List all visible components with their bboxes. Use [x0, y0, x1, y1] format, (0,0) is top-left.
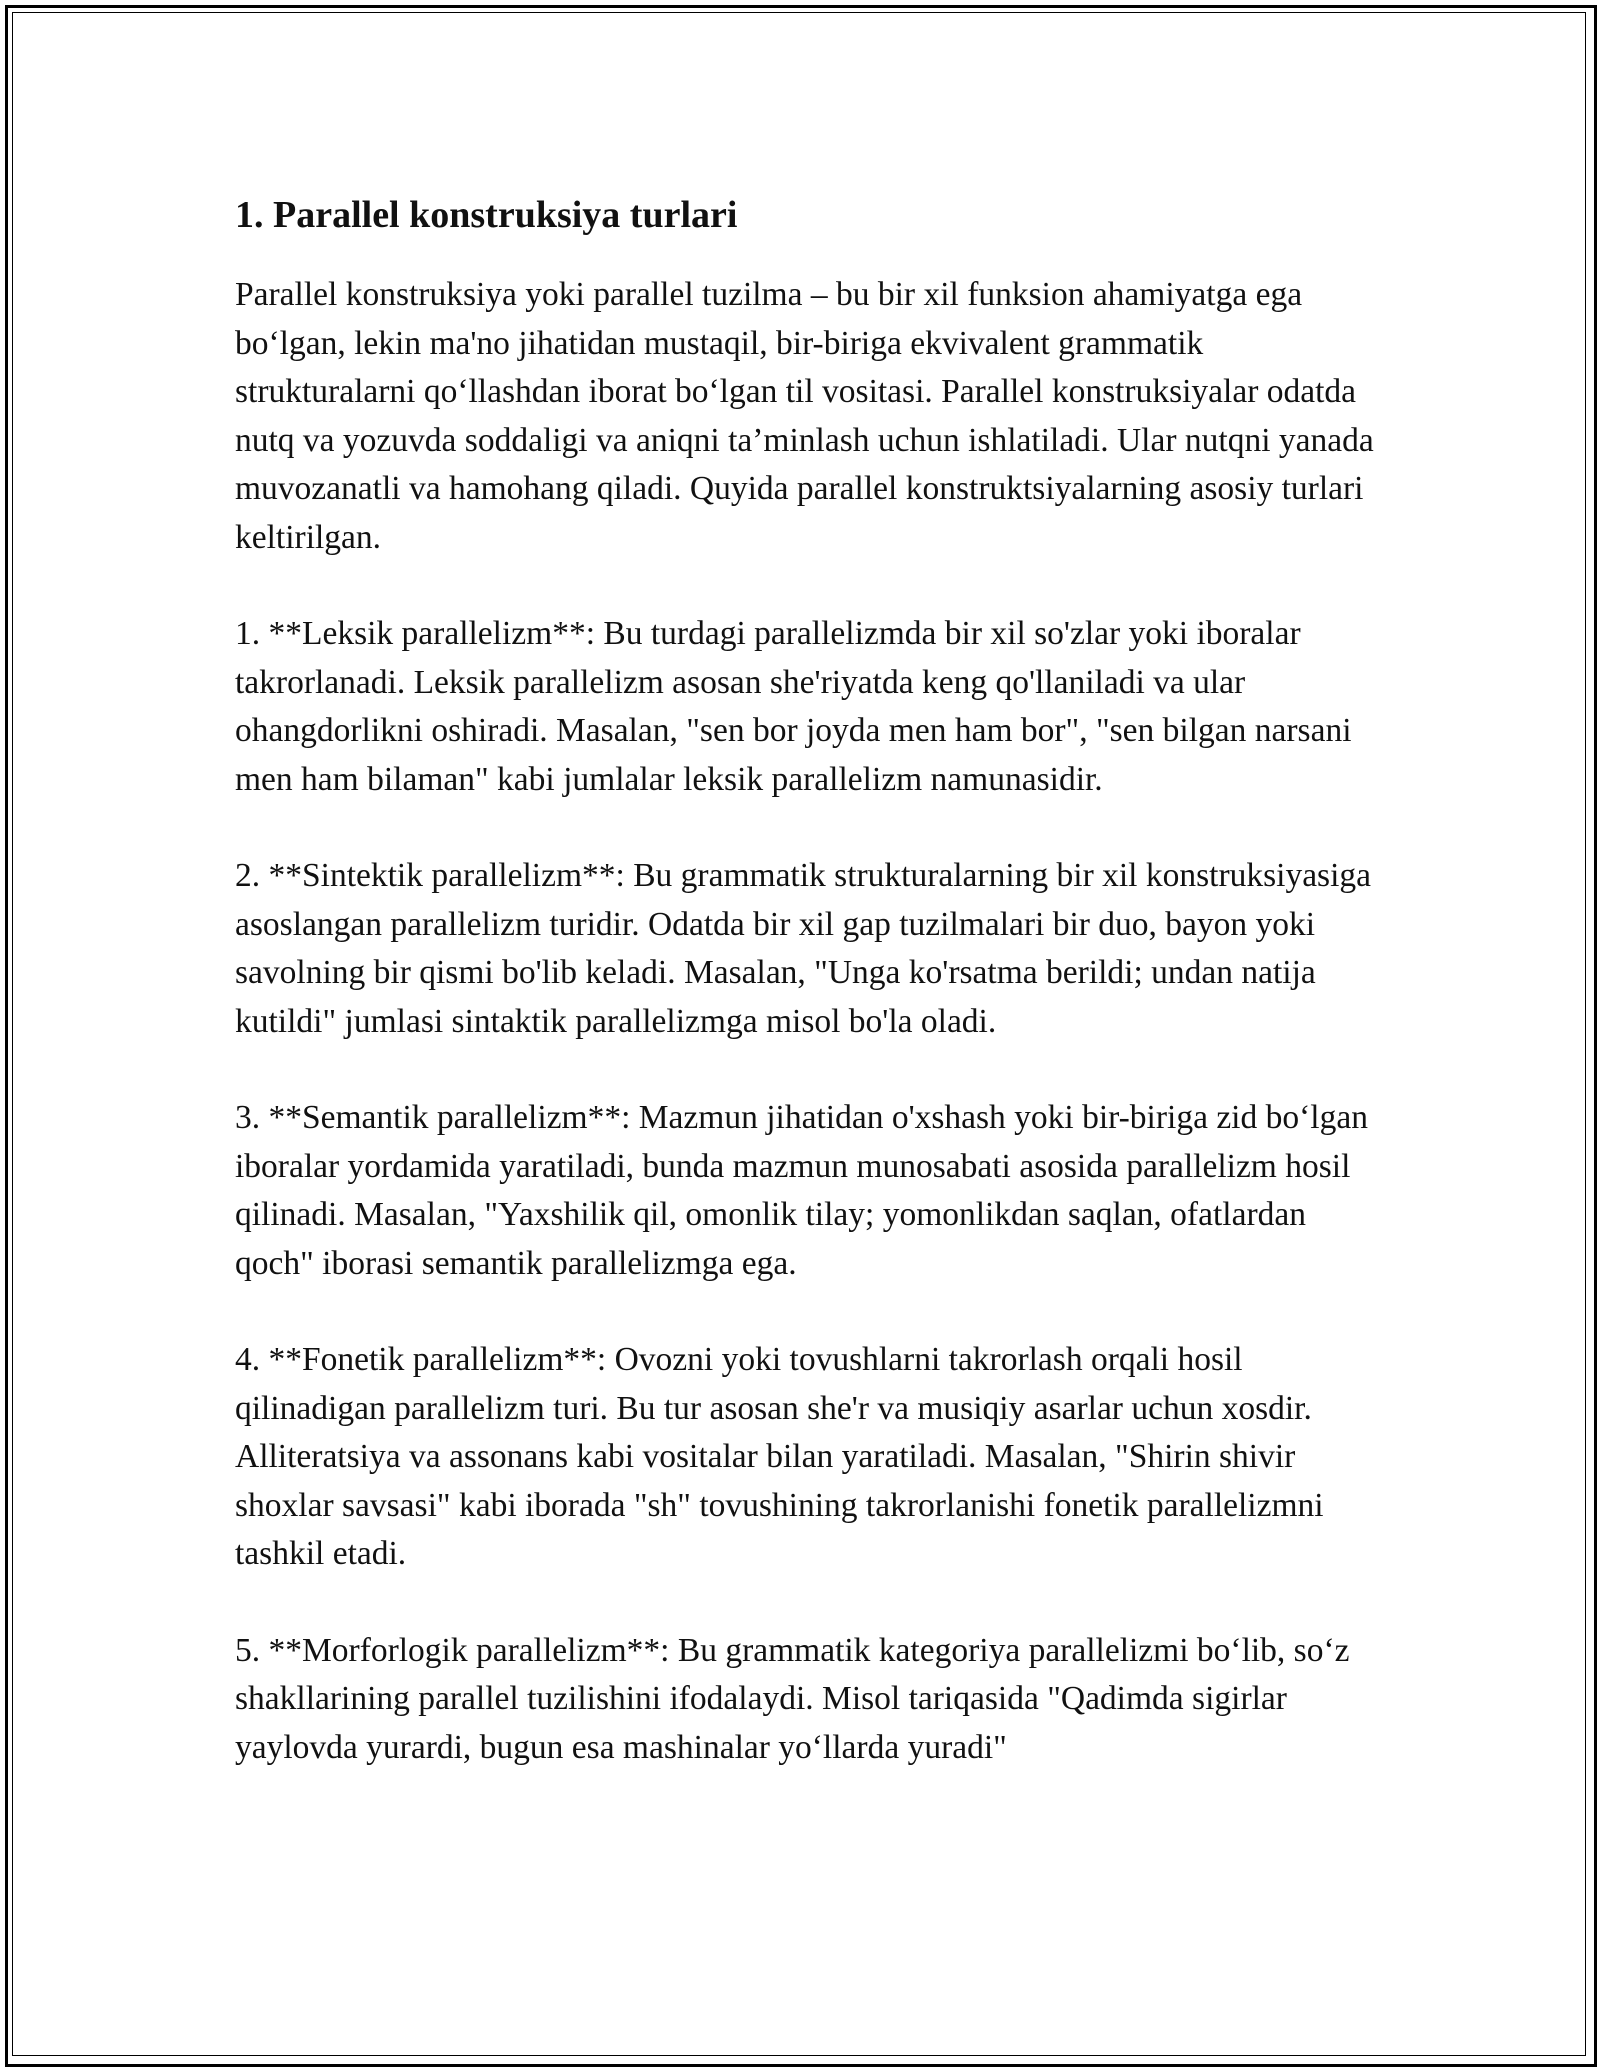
paragraph-lexical-parallelism: 1. **Leksik parallelizm**: Bu turdagi parallelizmda bir xil so'zlar yoki iboralar takrorlanadi. Leksik parallelizm asosan she'riyatda keng qo'llaniladi va ular ohangdorlikni oshiradi. Masalan, "sen bor joyda men ham bor", "sen bilgan narsani men ham bilaman" kabi jumlalar leksik parallelizm namunasidir. [235, 615, 1352, 798]
document-page [235, 185, 1375, 1820]
paragraph-phonetic-parallelism: 4. **Fonetik parallelizm**: Ovozni yoki tovushlarni takrorlash orqali hosil qilinadigan parallelizm turi. Bu tur asosan she'r va musiqiy asarlar uchun xosdir. Alliteratsiya va assonans kabi vositalar bilan yaratiladi. Masalan, "Shirin shivir shoxlar savsasi" kabi iborada "sh" tovushining takrorlanishi fonetik parallelizmni tashkil etadi. [235, 1341, 1324, 1572]
document-title: 1. Parallel konstruksiya turlari [235, 194, 738, 236]
paragraph-syntactic-parallelism: 2. **Sintektik parallelizm**: Bu grammatik strukturalarning bir xil konstruksiyasiga asoslangan parallelizm turidir. Odatda bir xil gap tuzilmalari bir duo, bayon yoki savolning bir qismi bo'lib keladi. Masalan, "Unga ko'rsatma berildi; undan natija kutildi" jumlasi sintaktik parallelizmga misol bo'la oladi. [235, 857, 1372, 1040]
paragraph-morphological-parallelism: 5. **Morforlogik parallelizm**: Bu grammatik kategoriya parallelizmi bo‘lib, so‘z shakllarining parallel tuzilishini ifodalaydi. Misol tariqasida "Qadimda sigirlar yaylovda yurardi, bugun esa mashinalar yo‘llarda yuradi" [235, 1631, 1350, 1766]
paragraph-intro: Parallel konstruksiya yoki parallel tuzilma – bu bir xil funksion ahamiyatga ega bo‘lgan, lekin ma'no jihatidan mustaqil, bir-biriga ekvivalent grammatik strukturalarni qo‘llashdan iborat bo‘lgan til vositasi. Parallel konstruksiyalar odatda nutq va yozuvda soddaligi va aniqni ta’minlash uchun ishlatiladi. Ular nutqni yanada muvozanatli va hamohang qiladi. Quyida parallel konstruktsiyalarning asosiy turlari keltirilgan. [235, 276, 1374, 556]
paragraph-semantic-parallelism: 3. **Semantik parallelizm**: Mazmun jihatidan o'xshash yoki bir-biriga zid bo‘lgan iboralar yordamida yaratiladi, bunda mazmun munosabati asosida parallelizm hosil qilinadi. Masalan, "Yaxshilik qil, omonlik tilay; yomonlikdan saqlan, ofatlardan qoch" iborasi semantik parallelizmga ega. [235, 1099, 1368, 1282]
